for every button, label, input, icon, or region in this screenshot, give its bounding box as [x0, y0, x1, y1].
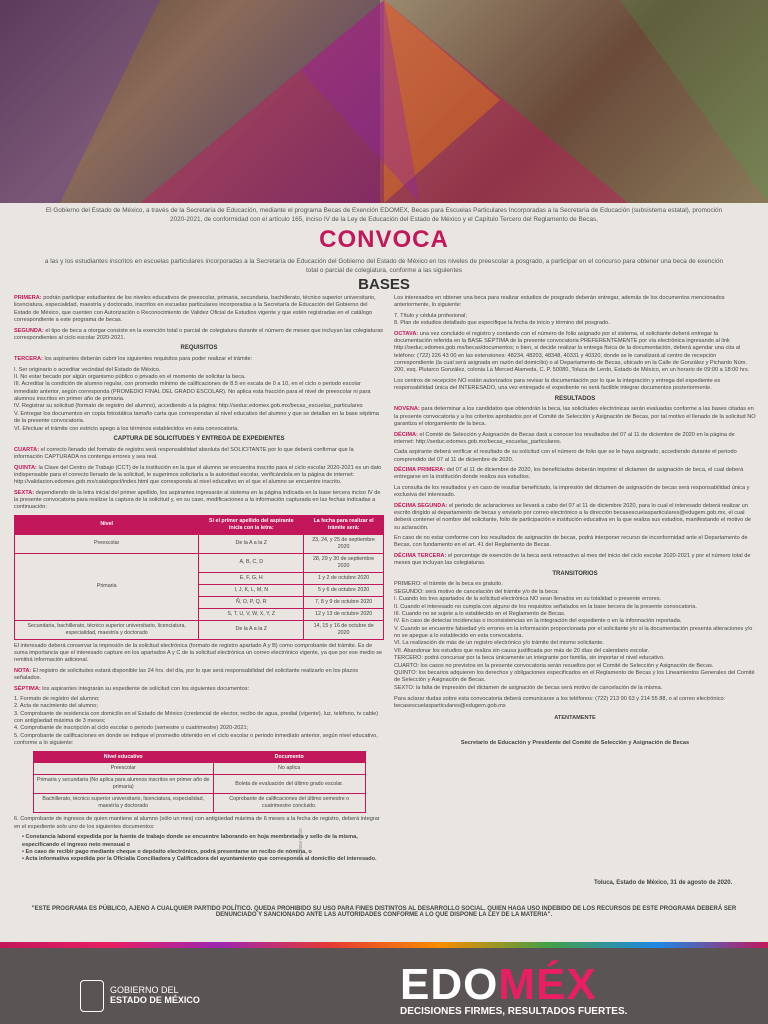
right-column: Los interesados en obtener una beca para realizar estudios de posgrado deberán entregar, además de los documentos mencionados anteriormente, lo siguiente: 7. Título y cédula profesional; 8. Plan de estudios detallado que especifique la fecha de inicio y término del posgrado. OCTAVA: una vez concluido el registro y contando con el número de folio asignado por el sistema, el solicitante deberá entregar la documentación referida en la BASE SÉPTIMA de la presente convocatoria PREFERENTEMENTE por vía electrónica ingresando al link http://seduc.edomex.gob.mx/becas/documentos; o bien, si decide realizar la entrega física de la documentación, deberá agendar una cita al teléfono: (722) 226 43 00 en las extensiones: 48234, 48203, 48348, 40331 y 40320, donde se le canalizará al centro de recepción correspondiente (la cual será asignada en razón del domicilio) o al Departamento de Becas, ubicado en la Calle de González y Pichardo Núm. 200, esq. Plutarco González, colonia La Merced Alameda, C. P. 50080, Toluca de Lerdo, Estado de México, en un horario de 09:00 a 18:00 hrs. Los centros de recepción NO están autorizados para revisar la documentación por lo que la integración y entrega del expediente es responsabilidad única del INTERESADO, una vez entregado el expediente no será factible integrar documentos posteriormente. RESULTADOS NOVENA: para determinar a los candidatos que obtendrán la beca, las solicitudes electrónicas serán evaluadas conforme a las bases citadas en la presente convocatoria y a los criterios aprobados por el Comité de Selección y Asignación de Becas, por tal motivo el llenado de la solicitud NO garantiza el otorgamiento de la beca. DÉCIMA: el Comité de Selección y Asignación de Becas dará a conocer los resultados del 07 al 11 de diciembre de 2020 en la página de internet: http://seduc.edomex.gob.mx/becas_escuelas_particulares. Cada aspirante deberá verificar el resultado de su solicitud con el número de folio que se le haya asignado, accediendo durante el periodo comprendido del 07 al 11 de diciembre de 2020. DÉCIMA PRIMERA: del 07 al 11 de diciembre de 2020, los beneficiados deberán imprimir el dictamen de asignación de beca, el cual deberá entregarse en la institución donde realiza sus estudios. La consulta de los resultados y en caso de resultar beneficiado, la impresión del dictamen de asignación de becas será responsabilidad única y exclusiva del interesado. DÉCIMA SEGUNDA: el periodo de aclaraciones se llevará a cabo del 07 al 11 de diciembre 2020, para lo cual el interesado deberá realizar un escrito dirigido al departamento de becas y enviarlo por correo electrónico a la dirección becasescuelasparticulares@edugem.gob.mx, el cual deberá contener el nombre del solicitante, folio de participación e institución educativa en la que realiza sus estudios, manifestando el motivo de su aclaración. En caso de no estar conforme con los resultados de asignación de becas, podrá interponer recurso de inconformidad ante el Departamento de Becas, con fundamento en el art. 41 del Reglamento de Becas. DÉCIMA TERCERA: el porcentaje de exención de la beca será retroactivo al mes del inicio del ciclo escolar 2020-2021 y por el número total de meses que incluyan las colegiaturas. TRANSITORIOS PRIMERO: el trámite de la beca es gratuito. SEGUNDO: será motivo de cancelación del trámite y/o de la beca: I. Cuando los tres apartados de la solicitud electrónica NO sean llenados en su totalidad o presente errores. II. Cuando el interesado no cumpla con alguno de los requisitos señalados en la base tercera de la presente convocatoria. III. Cuando no se sujete a lo establecido en el Reglamento de Becas. IV. En caso de detectar incidencias o inconsistencias en la integración del expediente o en la información reportada. V. Cuando se encuentre falsedad y/o errores en la información proporcionada por el solicitante y/o si la documentación presenta alteraciones y/o no se apegue a lo establecido en esta convocatoria. VI. La realización de más de un registro electrónico y/o trámite del mismo solicitante. VII. Abandonar los estudios que realiza sin causa justificada por más de 20 días del calendario escolar. TERCERO: podrá concursar por la beca únicamente un integrante por familia, sin importar el nivel educativo. CUARTO: los casos no previstos en la presente convocatoria serán resueltos por el Comité de Selección y Asignación de Becas. QUINTO: los becarios adquieren los derechos y obligaciones especificados en el Reglamento de Becas y los Lineamientos Generales del Comité de Selección y Asignación de Becas. SEXTO: la falta de impresión del dictamen de asignación de becas será motivo de cancelación de la misma. Para aclarar dudas sobre esta convocatoria deberá comunicarse a los teléfonos: (722) 213 90 63 y 214 55 88, o al correo electrónico: becasescuelasparticulares@edugem.gob.mx ATENTAMENTE Secretario de Educación y Presidente del Comité de Selección y Asignación de Becas	[394, 295, 756, 747]
requisitos-list: I. Ser originario o acreditar vecindad del Estado de México. II. No estar becado por algún organismo público o privado en el momento de solicitar la beca. III. Acreditar la condición de alumno regular, con promedio mínimo de calificaciones de 8.5 en escala de 0 a 10, en el ciclo o periodo escolar inmediato anterior, según corresponda (PROMEDIO FINAL DEL GRADO ESCOLAR). No aplica esta fracción para el nivel de preescolar ni para alumnos inscritos en primer año de primaria. IV. Registrar su solicitud (formato de registro del alumno), accediendo a la página: http://seduc.edomex.gob.mx/becas_escuelas_particulares V. Entregar los documentos en copia fotostática tamaño carta que correspondan al nivel educativo del alumno y que se detallan en la base séptima de la presente convocatoria. VI. Efectuar el trámite con estricto apego a los términos establecidos en esta convocatoria.	[14, 366, 379, 432]
table-row: Primaria A, B, C, D 28, 29 y 30 de septiembre 2020	[15, 553, 384, 572]
schedule-table: Nivel Si el primer apellido del aspirante inicia con la letra: La fecha para realizar el trámite será: Preescolar De la A a la Z 23, 24, y 25 de septiembre 2020 Primaria A, B, C, D 28, 29 y 30 de septiembre 2020 E, F, G, H 1 y 2 de octubre 2020 I, J, K, L, M, N 5 y 6 de octubre 2020 Ñ, O, P, Q, R 7, 8 y 9 de octubre 2020 S, T, U, V, W, X, Y, Z 12 y 13 de octubre 2020 Secundaria, bachillerato, técnico superior universitario, licenciatura, especialidad, maestría y doctorado De la A a la Z 14, 15 y 16 de octubre de 2020	[14, 515, 384, 640]
heading-transitorios: TRANSITORIOS	[552, 570, 598, 577]
left-column: PRIMERA: podrán participar estudiantes de los niveles educativos de preescolar, primaria, secundaria, bachillerato, técnico superior universitario, licenciatura, especialidad, maestría y doctorado, inscritos en escuelas particulares incorporadas a la Secretaría de Educación del Gobierno del Estado de México, que cuenten con Autorización o Reconocimiento de Validez Oficial de Estudios vigente y que estén registradas en el catálogo correspondiente a este programa de becas. SEGUNDA: el tipo de beca a otorgar consiste en la exención total o parcial de colegiatura durante el número de meses que incluyan las colegiaturas correspondientes al ciclo escolar 2020-2021. REQUISITOS TERCERA: los aspirantes deberán cubrir los siguientes requisitos para poder realizar el trámite: I. Ser originario o acreditar vecindad del Estado de México. II. No estar becado por algún organismo público o privado en el momento de solicitar la beca. III. Acreditar la condición de alumno regular, con promedio mínimo de calificaciones de 8.5 en escala de 0 a 10, en el ciclo o periodo escolar inmediato anterior, según corresponda (PROMEDIO FINAL DEL GRADO ESCOLAR). No aplica esta fracción para el nivel de preescolar ni para alumnos inscritos en primer año de primaria. IV. Registrar su solicitud (formato de registro del alumno), accediendo a la página: http://seduc.edomex.gob.mx/becas_escuelas_particulares V. Entregar los documentos en copia fotostática tamaño carta que correspondan al nivel educativo del alumno y que se detallan en la base séptima de la presente convocatoria. VI. Efectuar el trámite con estricto apego a los términos establecidos en esta convocatoria. CAPTURA DE SOLICITUDES Y ENTREGA DE EXPEDIENTES CUARTA: el correcto llenado del formato de registro será responsabilidad absoluta del SOLICITANTE por lo que deberá confirmar que la información CAPTURADA no contenga errores y sea real. QUINTA: la Clave del Centro de Trabajo (CCT) de la institución en la que el alumno se encuentra inscrito para el ciclo escolar 2020-2021 es un dato indispensable para el correcto llenado de la solicitud, le sugerimos solicitarla a la autoridad escolar, verificándola en la página de internet: http://validacion.edomex.gob.mx/catalogoct/index.html que corresponda al nivel educativo en el que el alumno se encuentre inscrito. SEXTA: dependiendo de la letra inicial del primer apellido, los aspirantes ingresarán al sistema en la página indicada en la base tercera inciso IV de la presente convocatoria para realizar la captura de la solicitud y, en su caso, modificaciones a la información capturada en las fechas indicadas a continuación: Nivel Si el primer apellido del aspirante inicia con la letra: La fecha para realizar el trámite será: Preescolar De la A a la Z 23, 24, y 25 de septiembre 2020 Primaria A, B, C, D 28, 29 y 30 de septiembre 2020 E, F, G, H 1 y 2 de octubre 2020 I, J, K, L, M, N 5 y 6 de octubre 2020 Ñ, O, P, Q, R 7, 8 y 9 de octubre 2020 S, T, U, V, W, X, Y, Z 12 y 13 de octubre 2020 Secundaria, bachillerato, técnico superior universitario, licenciatura, especialidad, maestría y doctorado De la A a la Z 14, 15 y 16 de octubre de 2020 El interesado deberá conservar la impresión de la solicitud electrónica (formato de registro apartado A y B) como comprobante del trámite. Es de suma importancia que el interesado capture en los apartados A y C de la solicitud electrónica un correo electrónico vigente, ya que por ese medio se remitirá información adicional. NOTA: El registro de solicitudes estará disponible las 24 hrs. del día, por lo que será responsabilidad del solicitante realizarlo en los plazos señalados. SÉPTIMA: los aspirantes integrarán su expediente de solicitud con los siguientes documentos: 1. Formato de registro del alumno; 2. Acta de nacimiento del alumno; 3. Comprobante de residencia con domicilio en el Estado de México (credencial de elector, recibo de agua, predial (vigente), luz, teléfono, tv cable) con antigüedad máxima de 3 meses; 4. Comprobante de inscripción al ciclo escolar o periodo (semestre o cuatrimestre) 2020-2021; 5. Comprobante de calificaciones en donde se indique el promedio obtenido en el ciclo escolar o periodo inmediato anterior, según nivel educativo, conforme a lo siguiente: Nivel educativo Documento Preescolar No aplica Primaria y secundaria (No aplica para alumnos inscritos en primer año de primaria) Boleta de evaluación del último grado escolar. Bachillerato, técnico superior universitario, licenciatura, especialidad, maestría y doctorado Coprobante de calificaciones del último semestre o cuatrimestre concluido. 6. Comprobante de ingresos de quien mantiene al alumno (sólo un mes) con antigüedad máxima de 6 meses a la fecha de registro, deberá integrar en el expediente solo uno de los siguientes documentos: • Constancia laboral expedida por la fuente de trabajo donde se encuentre laborando en hoja membretada y sello de la misma, especificando el ingreso neto mensual o • En caso de recibir pago mediante cheque o depósito electrónico, podrá presentarse un recibo de nómina, o • Acta informativa expedida por la Oficialía Conciliadora y Calificadora del ayuntamiento que corresponda al domicilio del interesado.	[14, 295, 384, 863]
heading-resultados: RESULTADOS	[554, 395, 596, 402]
slogan: DECISIONES FIRMES, RESULTADOS FUERTES.	[400, 1006, 628, 1017]
intro-paragraph: El Gobierno del Estado de México, a través de la Secretaría de Educación, mediante el programa Becas de Exención EDOMEX, Becas para Escuelas Particulares Incorporadas a la Secretaría de Educación (subsistema estatal), promoción 2020-2021, de conformidad con el artículo 165, inciso IV de la Ley de Educación del Estado de México y el Capítulo Tercero del Reglamento de Becas,	[45, 207, 723, 223]
table-row: Preescolar De la A a la Z 23, 24, y 25 de septiembre 2020	[15, 534, 384, 553]
section-title-bases: BASES	[358, 276, 410, 293]
atentamente: ATENTAMENTE	[554, 714, 596, 721]
legal-footer: "ESTE PROGRAMA ES PÚBLICO, AJENO A CUALQUIER PARTIDO POLÍTICO. QUEDA PROHIBIDO SU USO PARA FINES DISTINTOS AL DESARROLLO SOCIAL. QUIEN HAGA USO INDEBIDO DE LOS RECURSOS DE ESTE PROGRAMA DEBERÁ SER DENUNCIADO Y SANCIONADO ANTE LAS AUTORIDADES CONFORME A LO QUE DISPONE LA LEY DE LA MATERIA".	[31, 906, 737, 918]
table-row: Bachillerato, técnico superior universitario, licenciatura, especialidad, maestría y doctorado Coprobante de calificaciones del último semestre o cuatrimestre concluido.	[33, 794, 365, 813]
table-row: I, J, K, L, M, N 5 y 6 de octubre 2020	[15, 584, 384, 596]
triangle-overlay	[0, 0, 768, 203]
grades-table: Nivel educativo Documento Preescolar No aplica Primaria y secundaria (No aplica para alumnos inscritos en primer año de primaria) Boleta de evaluación del último grado escolar. Bachillerato, técnico superior universitario, licenciatura, especialidad, maestría y doctorado Coprobante de calificaciones del último semestre o cuatrimestre concluido.	[33, 751, 366, 814]
intro-paragraph-2: a las y los estudiantes inscritos en escuelas particulares incorporadas a la Secretaría de Educación del Gobierno del Estado de México en los niveles de preescolar a posgrado, a participar en el concurso para obtener una beca de exención total o parcial de colegiatura, conforme a las siguientes	[44, 258, 724, 274]
table-row: Secundaria, bachillerato, técnico superior universitario, licenciatura, especialidad, maestría y doctorado De la A a la Z 14, 15 y 16 de octubre de 2020	[15, 620, 384, 639]
heading-captura: CAPTURA DE SOLICITUDES Y ENTREGA DE EXPEDIENTES	[113, 435, 285, 442]
table-row: Preescolar No aplica	[33, 763, 365, 775]
table-row: S, T, U, V, W, X, Y, Z 12 y 13 de octubre 2020	[15, 608, 384, 620]
date-line: Toluca, Estado de México, 31 de agosto de 2020.	[594, 880, 733, 886]
heading-requisitos: REQUISITOS	[180, 345, 218, 352]
documents-list: 1. Formato de registro del alumno; 2. Acta de nacimiento del alumno; 3. Comprobante de residencia con domicilio en el Estado de México (credencial de elector, recibo de agua, predial (vigente), luz, teléfono, tv cable) con antigüedad máxima de 3 meses; 4. Comprobante de inscripción al ciclo escolar o periodo (semestre o cuatrimestre) 2020-2021; 5. Comprobante de calificaciones en donde se indique el promedio obtenido en el ciclo escolar o periodo inmediato anterior, según nivel educativo, conforme a lo siguiente:	[14, 695, 379, 747]
table-row: Ñ, O, P, Q, R 7, 8 y 9 de octubre 2020	[15, 596, 384, 608]
gobierno-logo: GOBIERNO DEL ESTADO DE MÉXICO	[80, 980, 200, 1012]
edomex-logo: EDOMÉX	[400, 960, 597, 1009]
hero-photo	[0, 0, 768, 203]
transitorios-list: PRIMERO: el trámite de la beca es gratuito. SEGUNDO: será motivo de cancelación del trámite y/o de la beca: I. Cuando los tres apartados de la solicitud electrónica NO sean llenados en su totalidad o presente errores. II. Cuando el interesado no cumpla con alguno de los requisitos señalados en la base tercera de la presente convocatoria. III. Cuando no se sujete a lo establecido en el Reglamento de Becas. IV. En caso de detectar incidencias o inconsistencias en la integración del expediente o en la información reportada. V. Cuando se encuentre falsedad y/o errores en la información proporcionada por el solicitante y/o si la documentación presenta alteraciones y/o no se apegue a lo establecido en esta convocatoria. VI. La realización de más de un registro electrónico y/o trámite del mismo solicitante. VII. Abandonar los estudios que realiza sin causa justificada por más de 20 días del calendario escolar. TERCERO: podrá concursar por la beca únicamente un integrante por familia, sin importar el nivel educativo. CUARTO: los casos no previstos en la presente convocatoria serán resueltos por el Comité de Selección y Asignación de Becas. QUINTO: los becarios adquieren los derechos y obligaciones especificados en el Reglamento de Becas y los Lineamientos Generales del Comité de Selección y Asignación de Becas. SEXTO: la falta de impresión del dictamen de asignación de becas será motivo de cancelación de la misma.	[394, 581, 755, 691]
signature-title: Secretario de Educación y Presidente del Comité de Selección y Asignación de Becas	[460, 740, 690, 747]
doc-code: GL 3056 09/20	[298, 828, 303, 858]
table-row: Primaria y secundaria (No aplica para alumnos inscritos en primer año de primaria) Boleta de evaluación del último grado escolar.	[33, 775, 365, 794]
page-title: CONVOCA	[319, 226, 449, 253]
table-row: E, F, G, H 1 y 2 de octubre 2020	[15, 572, 384, 584]
state-seal-icon	[80, 980, 104, 1012]
